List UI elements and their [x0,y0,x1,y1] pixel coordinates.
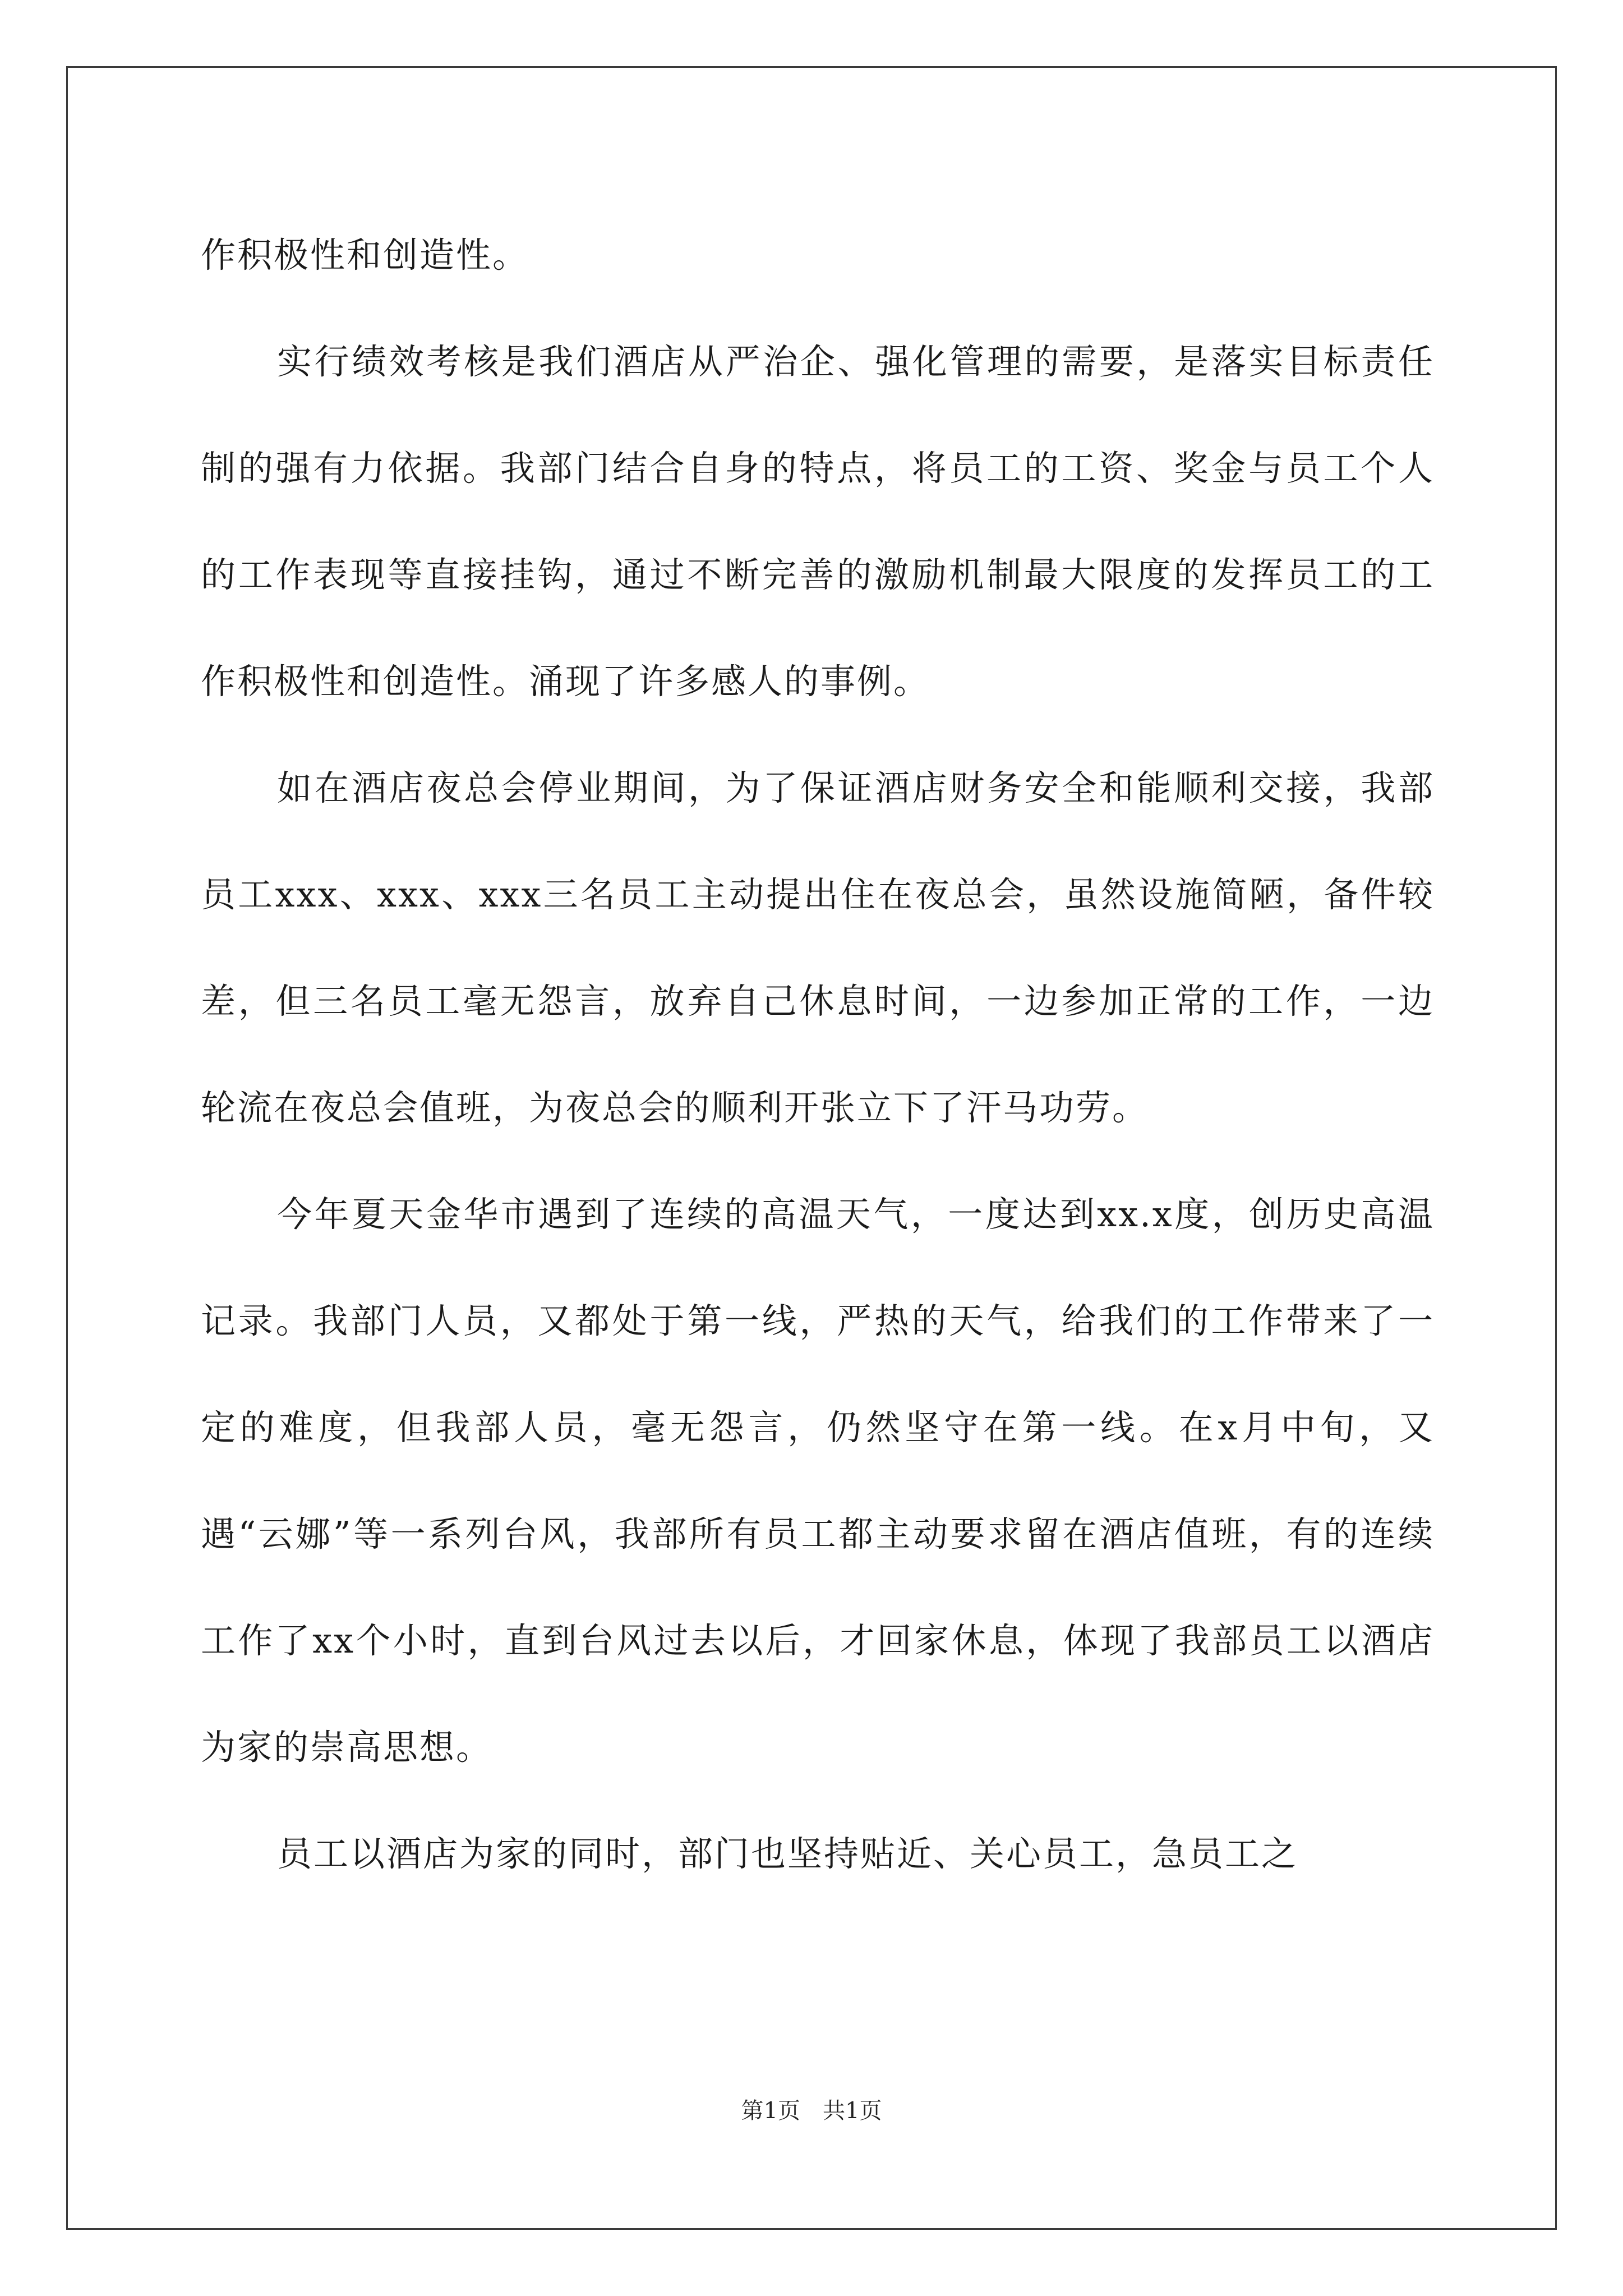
page-footer [0,2097,1623,2125]
paragraph-performance-review: 实行绩效考核是我们酒店从严治企、强化管理的需要，是落实目标责任制的强有力依据。我部门结合自身的特点，将员工的工资、奖金与员工个人的工作表现等直接挂钩，通过不断完善的激励机制最大限度的发挥员工的工作积极性和创造性。涌现了许多感人的事例。 [201,341,1435,702]
paragraph-summer-heat-typhoon: 今年夏天金华市遇到了连续的高温天气，一度达到xx.x度，创历史高温记录。我部门人员，又都处于第一线，严热的天气，给我们的工作带来了一定的难度，但我部人员，毫无怨言，仍然坚守在第一线。在x月中旬，又遇“云娜”等一系列台风，我部所有员工都主动要求留在酒店值班，有的连续工作了xx个小时，直到台风过去以后，才回家休息，体现了我部员工以酒店为家的崇高思想。 [201,1194,1435,1768]
paragraph-continuation: 作积极性和创造性。 [201,234,529,275]
page-number-current: 第1页 [741,2098,800,2124]
paragraph-caring-for-staff: 员工以酒店为家的同时，部门也坚持贴近、关心员工，急员工之 [277,1833,1298,1874]
document-body [201,202,1435,1907]
page-number-total: 共1页 [823,2098,882,2124]
paragraph-nightclub-example: 如在酒店夜总会停业期间，为了保证酒店财务安全和能顺利交接，我部员工xxx、xxx、xxx三名员工主动提出住在夜总会，虽然设施简陋，备件较差，但三名员工毫无怨言，放弃自己休息时间，一边参加正常的工作，一边轮流在夜总会值班，为夜总会的顺利开张立下了汗马功劳。 [201,767,1435,1128]
